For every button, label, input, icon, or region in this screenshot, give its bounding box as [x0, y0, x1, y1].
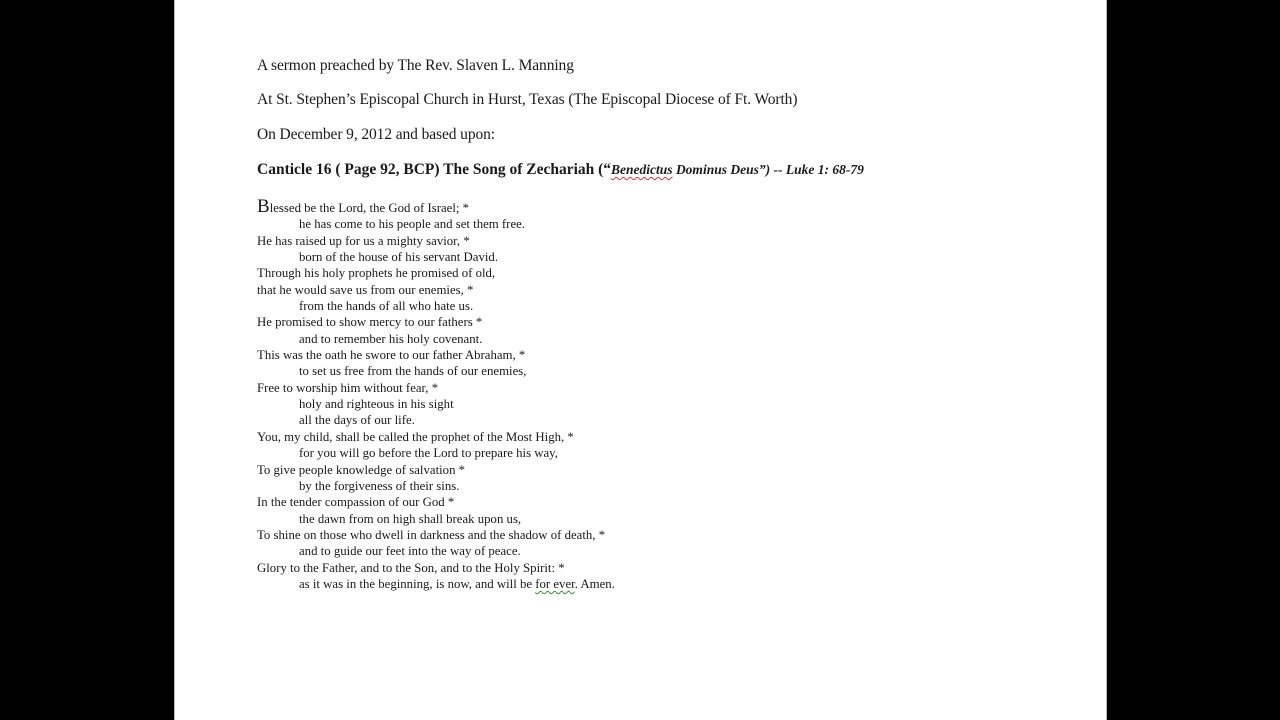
first-line-text: lessed be the Lord, the God of Israel; *	[269, 201, 470, 215]
canticle-line: from the hands of all who hate us.	[299, 299, 474, 314]
canticle-line: Through his holy prophets he promised of old,	[257, 266, 496, 281]
document-page	[174, 0, 1107, 720]
canticle-line: holy and righteous in his sight	[299, 397, 454, 412]
canticle-line: You, my child, shall be called the prophet of the Most High, *	[257, 429, 574, 444]
canticle-line: To shine on those who dwell in darkness and the shadow of death, *	[257, 527, 606, 542]
canticle-title-main: Canticle 16 ( Page 92, BCP) The Song of Zechariah (“	[257, 161, 612, 178]
preacher-line: A sermon preached by The Rev. Slaven L. Manning	[257, 57, 574, 74]
canticle-line: that he would save us from our enemies, *	[257, 282, 474, 297]
canticle-line: This was the oath he swore to our father Abraham, *	[257, 348, 526, 363]
latin-word-flagged: Benedictus	[611, 162, 673, 177]
canticle-line: for you will go before the Lord to prepare his way,	[299, 446, 558, 461]
canticle-line: all the days of our life.	[299, 413, 415, 428]
last-line-after: . Amen.	[574, 576, 615, 591]
scripture-reference: -- Luke 1: 68-79	[770, 162, 864, 177]
last-line-before: as it was in the beginning, is now, and will be	[299, 576, 536, 591]
canticle-line: he has come to his people and set them free.	[299, 217, 526, 232]
canticle-line: by the forgiveness of their sins.	[299, 478, 460, 493]
canticle-first-line	[257, 196, 615, 217]
drop-cap: B	[257, 196, 270, 217]
canticle-line: He promised to show mercy to our fathers *	[257, 315, 483, 330]
canticle-line: Glory to the Father, and to the Son, and to the Holy Spirit: *	[257, 560, 565, 575]
canticle-line: to set us free from the hands of our enemies,	[299, 364, 527, 379]
canticle-line: He has raised up for us a mighty savior, *	[257, 233, 470, 248]
canticle-line: the dawn from on high shall break upon us,	[299, 511, 522, 526]
location-line: At St. Stephen’s Episcopal Church in Hurst, Texas (The Episcopal Diocese of Ft. Worth)	[257, 91, 798, 108]
date-line: On December 9, 2012 and based upon:	[257, 126, 495, 143]
canticle-title	[257, 161, 864, 179]
canticle-line: In the tender compassion of our God *	[257, 495, 455, 510]
latin-title-rest: Dominus Deus”)	[672, 162, 771, 177]
canticle-line: and to guide our feet into the way of peace.	[299, 544, 521, 559]
canticle-line: Free to worship him without fear, *	[257, 380, 439, 395]
canticle-last-line	[257, 576, 615, 592]
canticle-line: born of the house of his servant David.	[299, 250, 499, 265]
canticle-text	[257, 196, 615, 592]
canticle-line: and to remember his holy covenant.	[299, 331, 483, 346]
grammar-flagged-phrase: for ever	[535, 576, 575, 591]
canticle-line: To give people knowledge of salvation *	[257, 462, 466, 477]
